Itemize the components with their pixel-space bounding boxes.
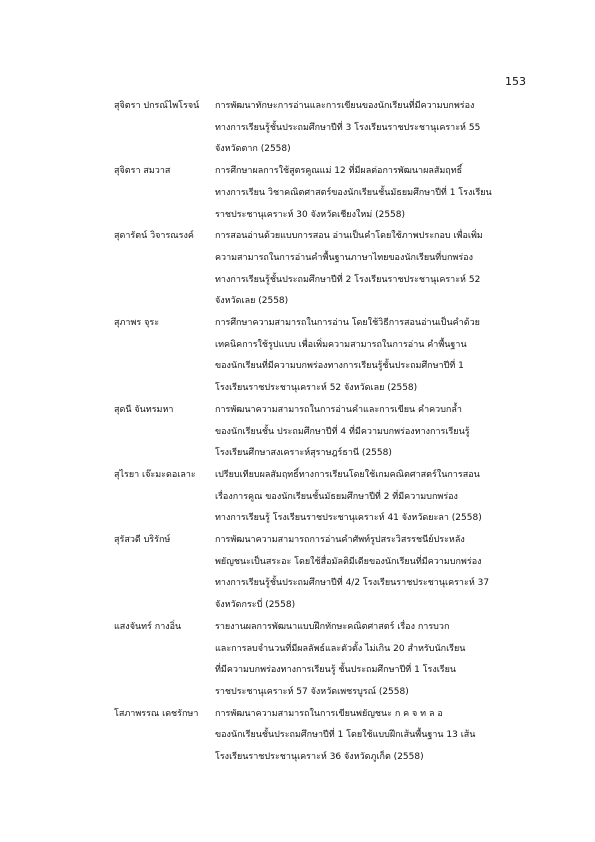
entry-citation [215, 313, 534, 400]
entry-author: โสภาพรรณ เดชรักษา [114, 708, 199, 719]
citation-line: และการลบจำนวนที่มีผลลัพธ์และตัวตั้ง ไม่เกิน 20 สำหรับนักเรียน [215, 643, 466, 654]
citation-line: ของนักเรียนชั้นประถมศึกษาปีที่ 1 โดยใช้แบบฝึกเส้นพื้นฐาน 13 เส้น [215, 730, 476, 741]
entry-citation [215, 617, 534, 704]
citation-line: ความสามารถในการอ่านคำพื้นฐานภาษาไทยของนักเรียนที่บกพร่อง [215, 252, 473, 263]
citation-line: จังหวัดกระบี่ (2558) [215, 600, 296, 611]
citation-line: ที่มีความบกพร่องทางการเรียนรู้ ชั้นประถมศึกษาปีที่ 1 โรงเรียน [215, 665, 457, 676]
entry-citation [215, 465, 534, 530]
entry-author: สุดารัตน์ วิจารณรงค์ [114, 231, 194, 242]
citation-line: รายงานผลการพัฒนาแบบฝึกทักษะคณิตศาสตร์ เรื่อง การบวก [215, 621, 450, 632]
entry-author: สุดนี จันทรมหา [114, 404, 174, 415]
citation-line: เปรียบเทียบผลสัมฤทธิ์ทางการเรียนโดยใช้เกมคณิตศาสตร์ในการสอน [215, 469, 480, 480]
citation-line: เทคนิคการใช้รูปแบบ เพื่อเพิ่มความสามารถในการอ่าน คำพื้นฐาน [215, 339, 467, 350]
entry-author: สุจิตรา สมวาส [114, 166, 171, 177]
entry-citation [215, 226, 534, 313]
citation-line: ของนักเรียนที่มีความบกพร่องทางการเรียนรู้ชั้นประถมศึกษาปีที่ 1 [215, 361, 464, 372]
bibliography-entry [114, 617, 534, 704]
entry-author: สุไรยา เจ๊ะมะดอเลาะ [114, 469, 196, 480]
entry-author: สุภาพร จุระ [114, 318, 160, 329]
bibliography-entry [114, 704, 534, 769]
citation-line: การพัฒนาทักษะการอ่านและการเขียนของนักเรียนที่มีความบกพร่อง [215, 101, 475, 111]
citation-line: ทางการเรียนรู้ชั้นประถมศึกษาปีที่ 3 โรงเรียนราชประชานุเคราะห์ 55 [215, 122, 481, 133]
citation-line: พยัญชนะเป็นสระอะ โดยใช้สื่อมัลติมีเดียของนักเรียนที่มีความบกพร่อง [215, 556, 482, 567]
entry-citation [215, 400, 534, 465]
entry-citation [215, 530, 534, 617]
bibliography-entry [114, 313, 534, 400]
citation-line: โรงเรียนราชประชานุเคราะห์ 36 จังหวัดภูเก็ต (2558) [215, 752, 424, 763]
citation-line: โรงเรียนราชประชานุเคราะห์ 52 จังหวัดเลย (2558) [215, 383, 418, 394]
citation-line: จังหวัดเลย (2558) [215, 296, 289, 307]
entry-citation [215, 96, 534, 161]
citation-line: ราชประชานุเคราะห์ 30 จังหวัดเชียงใหม่ (2558) [215, 209, 406, 220]
entry-author: สุจิตรา ปกรณ์ไพโรจน์ [114, 101, 200, 111]
bibliography-entry [114, 400, 534, 465]
citation-line: การสอนอ่านด้วยแบบการสอน อ่านเป็นคำโดยใช้ภาพประกอบ เพื่อเพิ่ม [215, 231, 483, 242]
bibliography-entry [114, 465, 534, 530]
citation-line: โรงเรียนศึกษาสงเคราะห์สุราษฎร์ธานี (2558) [215, 448, 392, 459]
citation-line: ของนักเรียนชั้น ประถมศึกษาปีที่ 4 ที่มีความบกพร่องทางการเรียนรู้ [215, 426, 470, 437]
bibliography-entry [114, 96, 534, 161]
citation-line: ทางการเรียน วิชาคณิตศาสตร์ของนักเรียนชั้นมัธยมศึกษาปีที่ 1 โรงเรียน [215, 187, 492, 198]
bibliography-list [114, 96, 534, 769]
entry-author: แสงจันทร์ กางอิ่น [114, 621, 182, 632]
entry-citation [215, 161, 534, 226]
citation-line: การพัฒนาความสามารถการอ่านคำศัพท์รูปสระวิสรรชนีย์ประหลัง [215, 535, 465, 546]
citation-line: จังหวัดตาก (2558) [215, 144, 291, 155]
citation-line: การศึกษาผลการใช้สูตรคูณแม่ 12 ที่มีผลต่อการพัฒนาผลสัมฤทธิ์ [215, 166, 463, 177]
bibliography-entry [114, 226, 534, 313]
citation-line: การพัฒนาความสามารถในการอ่านคำและการเขียน คำควบกล้ำ [215, 404, 462, 415]
entry-author: สุรัสวดี บริรักษ์ [114, 535, 171, 546]
bibliography-entry [114, 530, 534, 617]
page-number: 153 [505, 75, 526, 88]
citation-line: เรื่องการคูณ ของนักเรียนชั้นมัธยมศึกษาปีที่ 2 ที่มีความบกพร่อง [215, 491, 458, 502]
bibliography-entry [114, 161, 534, 226]
citation-line: ทางการเรียนรู้ชั้นประถมศึกษาปีที่ 4/2 โรงเรียนราชประชานุเคราะห์ 37 [215, 578, 490, 589]
citation-line: ทางการเรียนรู้ชั้นประถมศึกษาปีที่ 2 โรงเรียนราชประชานุเคราะห์ 52 [215, 274, 481, 285]
citation-line: ราชประชานุเคราะห์ 57 จังหวัดเพชรบูรณ์ (2558) [215, 686, 409, 697]
citation-line: การพัฒนาความสามารถในการเขียนพยัญชนะ ก ค จ ท ล อ [215, 708, 443, 719]
citation-line: การศึกษาความสามารถในการอ่าน โดยใช้วิธีการสอนอ่านเป็นคำด้วย [215, 318, 480, 329]
entry-citation [215, 704, 534, 769]
citation-line: ทางการเรียนรู้ โรงเรียนราชประชานุเคราะห์ 41 จังหวัดยะลา (2558) [215, 513, 482, 524]
